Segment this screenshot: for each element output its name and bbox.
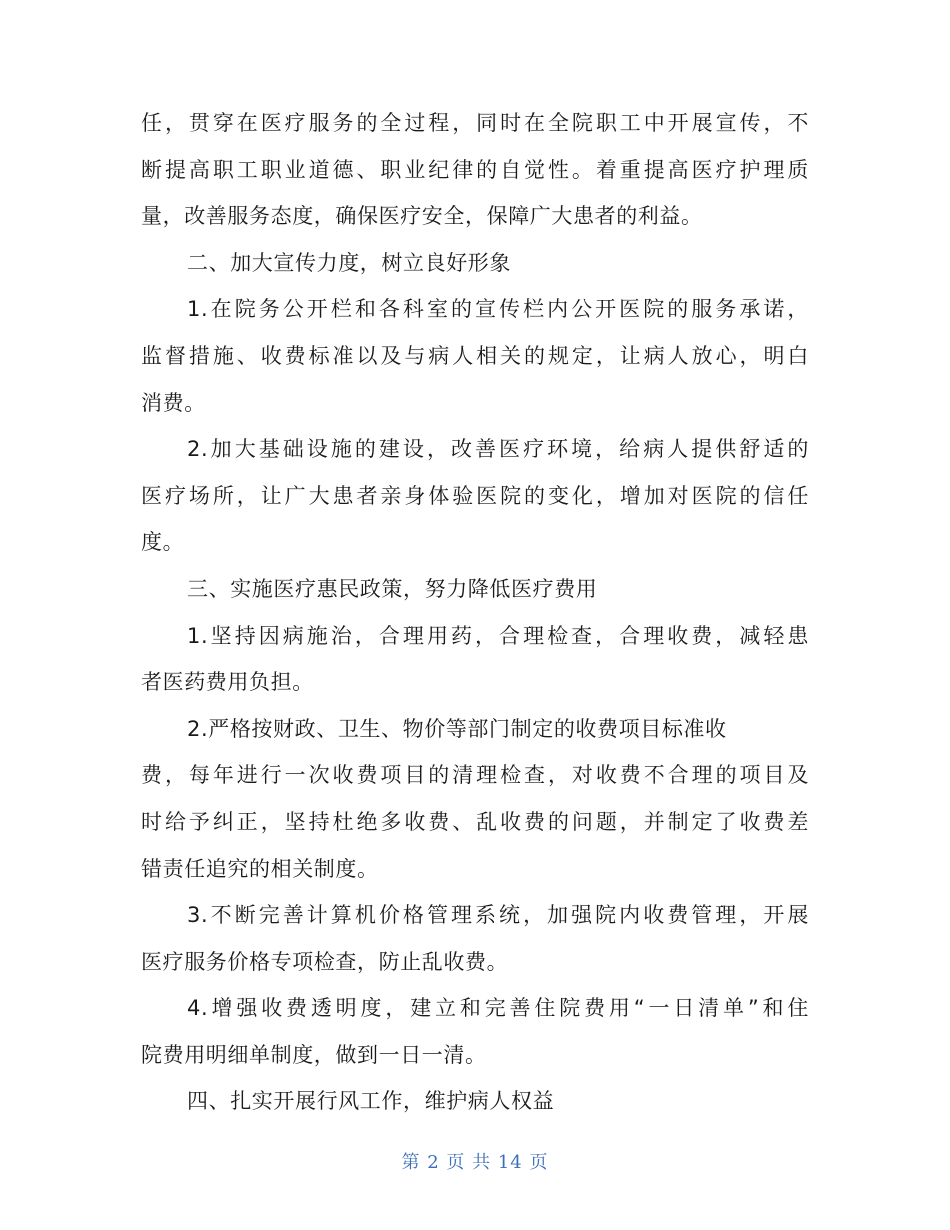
page-number-footer: 第 2 页 共 14 页	[401, 1152, 549, 1173]
text-line: 4.增强收费透明度，建立和完善住院费用“一日清单”和住	[187, 996, 809, 1021]
text-line: 任，贯穿在医疗服务的全过程，同时在全院职工中开展宣传，不	[141, 111, 809, 135]
text-line: 1.在院务公开栏和各科室的宣传栏内公开医院的服务承诺，	[187, 297, 809, 322]
text-line: 时给予纠正，坚持杜绝多收费、乱收费的问题，并制定了收费差	[141, 809, 809, 834]
text-line: 量，改善服务态度，确保医疗安全，保障广大患者的利益。	[141, 204, 703, 229]
text-line: 三、实施医疗惠民政策，努力降低医疗费用	[187, 576, 598, 601]
text-line: 消费。	[141, 390, 206, 415]
text-line: 院费用明细单制度，做到一日一清。	[141, 1042, 487, 1067]
text-line: 监督措施、收费标准以及与病人相关的规定，让病人放心，明白	[141, 343, 809, 368]
document-body	[141, 100, 809, 1125]
text-line: 2.加大基础设施的建设，改善医疗环境，给病人提供舒适的	[187, 437, 809, 462]
text-line: 断提高职工职业道德、职业纪律的自觉性。着重提高医疗护理质	[141, 157, 809, 182]
text-line: 度。	[141, 530, 185, 555]
text-line: 二、加大宣传力度，树立良好形象	[187, 250, 511, 275]
text-line: 医疗场所，让广大患者亲身体验医院的变化，增加对医院的信任	[141, 483, 809, 508]
text-line: 错责任追究的相关制度。	[141, 856, 379, 881]
text-line: 1.坚持因病施治，合理用药，合理检查，合理收费，减轻患	[187, 623, 809, 648]
text-line: 医疗服务价格专项检查，防止乱收费。	[141, 949, 509, 974]
text-line: 2.严格按财政、卫生、物价等部门制定的收费项目标准收	[187, 716, 727, 741]
text-line: 3.不断完善计算机价格管理系统，加强院内收费管理，开展	[187, 903, 809, 928]
text-line: 费，每年进行一次收费项目的清理检查，对收费不合理的项目及	[141, 763, 809, 788]
text-line: 四、扎实开展行风工作，维护病人权益	[187, 1089, 555, 1114]
text-line: 者医药费用负担。	[141, 670, 314, 695]
